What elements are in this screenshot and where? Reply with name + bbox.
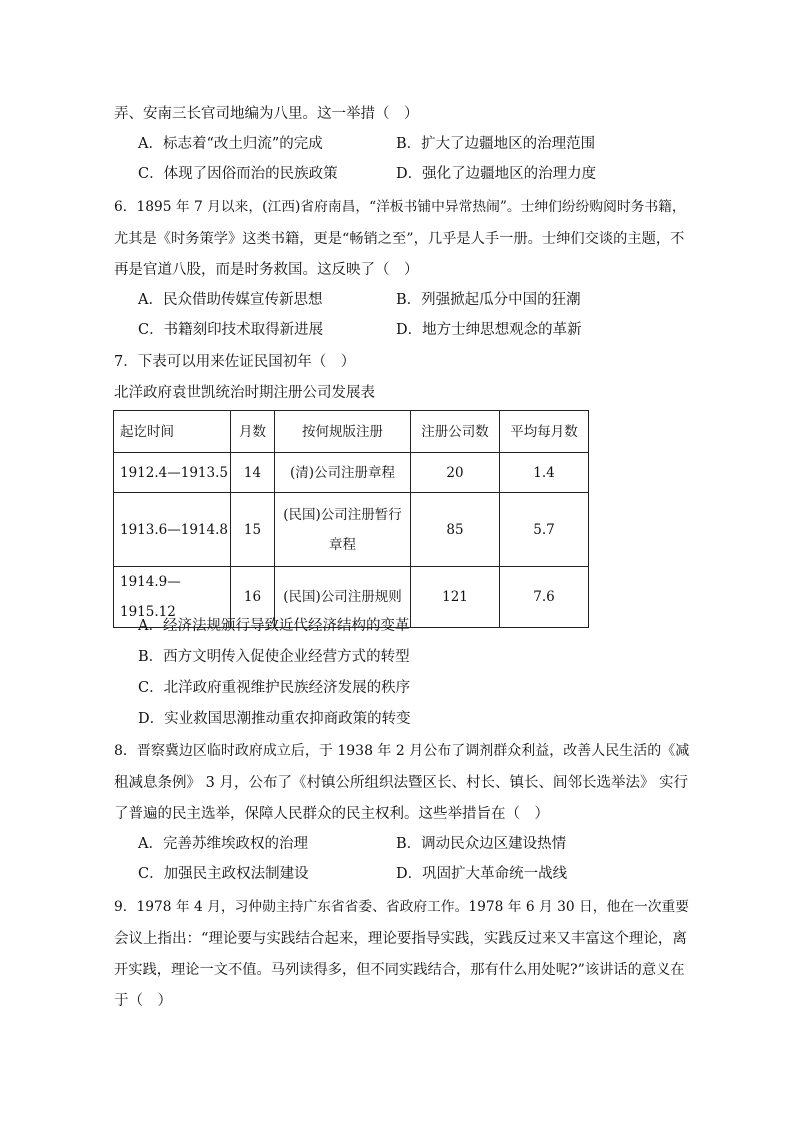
cell-law — [275, 493, 411, 567]
q5-option-b[interactable]: B．扩大了边疆地区的治理范围 — [396, 136, 596, 152]
q9-stem-line-1: 9．1978 年 4 月，习仲勋主持广东省省委、省政府工作。1978 年 6 月 30 日，他在一次重要 — [114, 899, 689, 915]
table-row — [114, 493, 589, 567]
q7-option-b[interactable]: B．西方文明传入促使企业经营方式的转型 — [138, 649, 410, 665]
header-avg: 平均每月数 — [500, 411, 589, 453]
cell-law: (民国)公司注册规则 — [275, 567, 411, 628]
q8-stem-line-2: 租减息条例》 3 月，公布了《村镇公所组织法暨区长、村长、镇长、闾邻长选举法》 实行 — [114, 775, 689, 791]
q7-option-a[interactable]: A．经济法规颁行导致近代经济结构的变革 — [138, 618, 410, 634]
cell-period: 1914.9—1915.12 — [114, 567, 231, 628]
q9-stem-line-3: 开实践，理论一文不值。马列读得多，但不同实践结合，那有什么用处呢?”该讲话的意义在 — [114, 962, 685, 978]
cell-months: 16 — [231, 567, 275, 628]
q8-option-c[interactable]: C．加强民主政权法制建设 — [138, 866, 309, 882]
cell-law: (清)公司注册章程 — [275, 453, 411, 493]
cell-avg: 1.4 — [500, 453, 589, 493]
table-header-row — [114, 411, 589, 453]
q6-stem-line-2: 尤其是《时务策学》这类书籍，更是“畅销之至”，几乎是人手一册。士绅们交谈的主题，不 — [114, 231, 685, 247]
header-months: 月数 — [231, 411, 275, 453]
q9-stem-line-4: 于（ ） — [114, 993, 172, 1009]
table-row — [114, 453, 589, 493]
q5-stem: 弄、安南三长官司地编为八里。这一举措（ ） — [114, 106, 419, 122]
q6-option-a[interactable]: A．民众借助传媒宣传新思想 — [138, 292, 323, 308]
q8-option-b[interactable]: B．调动民众边区建设热情 — [396, 836, 567, 852]
q6-stem-line-1: 6．1895 年 7 月以来，(江西)省府南昌，“洋板书铺中异常热闹”。士绅们纷纷购阅时务书籍， — [114, 199, 686, 215]
header-count: 注册公司数 — [411, 411, 500, 453]
q8-stem-line-1: 8．晋察冀边区临时政府成立后，于 1938 年 2 月公布了调剂群众利益，改善人民生活的《减 — [114, 743, 690, 759]
cell-count: 85 — [411, 493, 500, 567]
cell-avg: 5.7 — [500, 493, 589, 567]
q6-option-d[interactable]: D．地方士绅思想观念的革新 — [396, 322, 582, 338]
q6-option-b[interactable]: B．列强掀起瓜分中国的狂潮 — [396, 292, 581, 308]
header-law: 按何规版注册 — [275, 411, 411, 453]
q8-option-d[interactable]: D．巩固扩大革命统一战线 — [396, 866, 568, 882]
q5-option-d[interactable]: D．强化了边疆地区的治理力度 — [396, 166, 597, 182]
company-registration-table — [113, 410, 589, 628]
q7-stem: 7．下表可以用来佐证民国初年（ ） — [114, 354, 356, 370]
cell-avg: 7.6 — [500, 567, 589, 628]
q6-option-c[interactable]: C．书籍刻印技术取得新进展 — [138, 322, 324, 338]
cell-count: 20 — [411, 453, 500, 493]
q9-stem-line-2: 会议上指出：“理论要与实践结合起来，理论要指导实践，实践反过来又丰富这个理论，离 — [114, 931, 687, 947]
cell-law-line-2: 章程 — [329, 536, 356, 553]
q8-option-a[interactable]: A．完善苏维埃政权的治理 — [138, 836, 308, 852]
cell-count: 121 — [411, 567, 500, 628]
q7-option-c[interactable]: C．北洋政府重视维护民族经济发展的秩序 — [138, 680, 411, 696]
q5-option-c[interactable]: C．体现了因俗而治的民族政策 — [138, 166, 338, 182]
q5-option-a[interactable]: A．标志着“改土归流”的完成 — [138, 136, 323, 152]
cell-period: 1912.4—1913.5 — [114, 453, 231, 493]
cell-months: 14 — [231, 453, 275, 493]
q8-stem-line-3: 了普遍的民主选举，保障人民群众的民主权利。这些举措旨在（ ） — [114, 806, 549, 822]
q6-stem-line-3: 再是官道八股，而是时务救国。这反映了（ ） — [114, 262, 419, 278]
cell-period: 1913.6—1914.8 — [114, 493, 231, 567]
header-period: 起讫时间 — [114, 411, 231, 453]
cell-months: 15 — [231, 493, 275, 567]
cell-law-line-1: (民国)公司注册暂行 — [283, 506, 402, 523]
q7-table-title: 北洋政府袁世凯统治时期注册公司发展表 — [114, 385, 375, 401]
q7-option-d[interactable]: D．实业救国思潮推动重农抑商政策的转变 — [138, 711, 411, 727]
